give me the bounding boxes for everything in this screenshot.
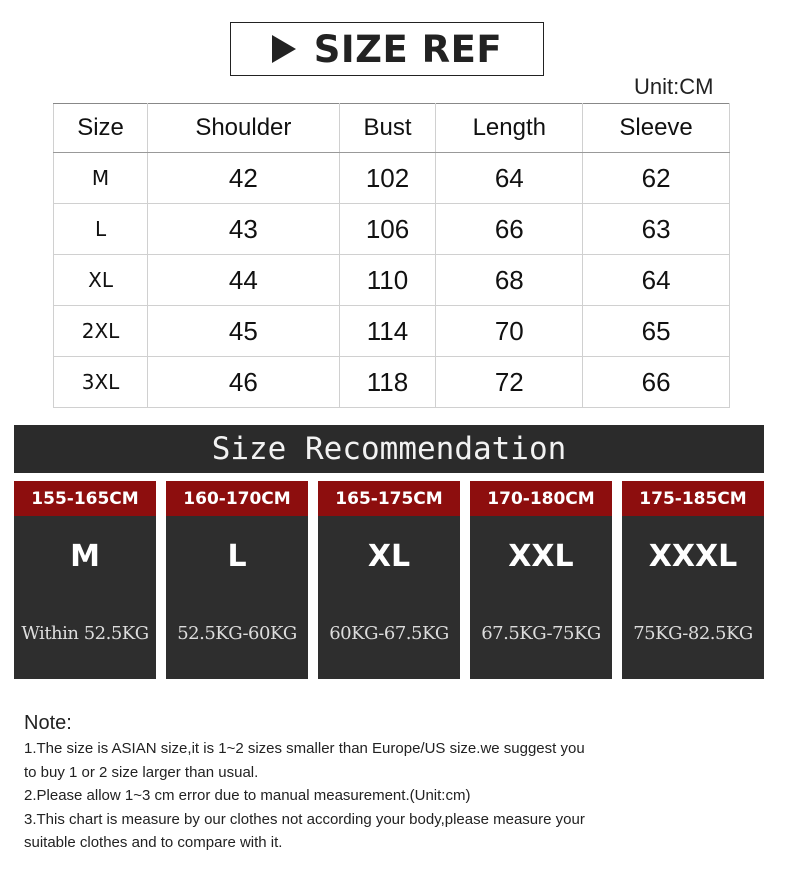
recommendation-card (14, 481, 156, 679)
table-row (54, 306, 730, 357)
size-table (53, 103, 730, 408)
size-recommendation-title: Size Recommendation (211, 431, 567, 467)
table-cell: 66 (583, 357, 730, 408)
table-cell: 66 (436, 204, 583, 255)
table-cell: 102 (339, 153, 436, 204)
recommendation-card (166, 481, 308, 679)
table-row (54, 153, 730, 204)
table-cell: L (54, 204, 148, 255)
table-cell: 72 (436, 357, 583, 408)
table-cell: 46 (148, 357, 340, 408)
table-cell: 64 (436, 153, 583, 204)
size-recommendation-banner (14, 425, 764, 473)
table-cell: 63 (583, 204, 730, 255)
table-cell: 65 (583, 306, 730, 357)
table-cell: 2XL (54, 306, 148, 357)
column-header: Shoulder (148, 104, 340, 153)
note-line: suitable clothes and to compare with it. (24, 834, 283, 851)
title-box (230, 22, 544, 76)
table-cell: 64 (583, 255, 730, 306)
table-cell: 118 (339, 357, 436, 408)
recommendation-card (470, 481, 612, 679)
column-header: Sleeve (583, 104, 730, 153)
note-line: to buy 1 or 2 size larger than usual. (24, 763, 259, 781)
recommendation-card (318, 481, 460, 679)
note-line: 1.The size is ASIAN size,it is 1~2 sizes smaller than Europe/US size.we suggest you (24, 740, 585, 757)
table-row (54, 255, 730, 306)
table-cell: 106 (339, 204, 436, 255)
recommended-size: XL (367, 539, 411, 574)
table-cell: 68 (436, 255, 583, 306)
weight-range: Within 52.5KG (21, 623, 149, 644)
height-range: 160-170CM (166, 481, 308, 516)
table-cell: 42 (148, 153, 340, 204)
weight-range: 52.5KG-60KG (177, 623, 297, 644)
table-header-row (54, 104, 730, 153)
table-cell: 43 (148, 204, 340, 255)
height-range: 155-165CM (14, 481, 156, 516)
note-line: 3.This chart is measure by our clothes not according your body,please measure your (24, 810, 585, 828)
column-header: Length (436, 104, 583, 153)
weight-range: 75KG-82.5KG (633, 623, 753, 644)
table-row (54, 357, 730, 408)
recommendation-card (622, 481, 764, 679)
table-cell: 44 (148, 255, 340, 306)
height-range: 165-175CM (318, 481, 460, 516)
table-cell: 45 (148, 306, 340, 357)
page-title: SIZE REF (313, 27, 503, 71)
column-header: Size (54, 104, 148, 153)
table-row (54, 204, 730, 255)
recommended-size: XXXL (648, 539, 738, 574)
recommended-size: M (70, 539, 100, 574)
recommended-size: L (227, 539, 247, 574)
table-cell: 70 (436, 306, 583, 357)
note-section (24, 712, 724, 855)
recommended-size: XXL (508, 539, 574, 574)
note-line: 2.Please allow 1~3 cm error due to manual measurement.(Unit:cm) (24, 787, 471, 804)
unit-label: Unit:CM (634, 74, 714, 99)
recommendation-cards (14, 481, 764, 679)
table-cell: 110 (339, 255, 436, 306)
height-range: 175-185CM (622, 481, 764, 516)
play-triangle-icon (272, 35, 296, 63)
weight-range: 60KG-67.5KG (329, 623, 449, 644)
table-cell: XL (54, 255, 148, 306)
weight-range: 67.5KG-75KG (481, 623, 601, 644)
table-cell: M (54, 153, 148, 204)
table-cell: 3XL (54, 357, 148, 408)
column-header: Bust (339, 104, 436, 153)
note-title: Note: (24, 712, 72, 734)
table-cell: 114 (339, 306, 436, 357)
table-cell: 62 (583, 153, 730, 204)
height-range: 170-180CM (470, 481, 612, 516)
